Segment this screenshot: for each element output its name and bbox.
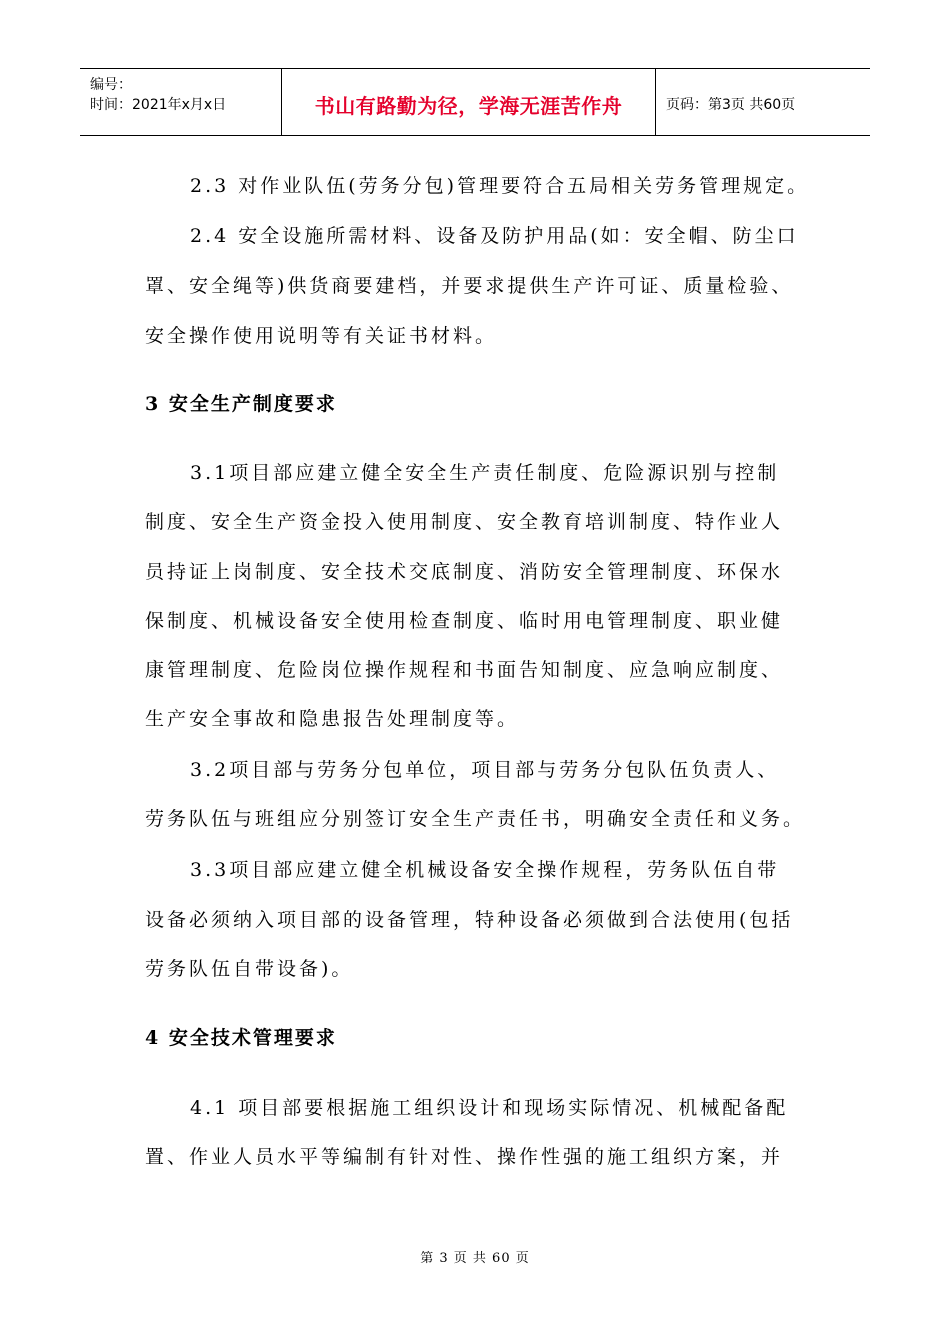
paragraph-line: 设备必须纳入项目部的设备管理，特种设备必须做到合法使用(包括 <box>145 909 794 931</box>
header-table <box>80 68 870 136</box>
paragraph-line: 康管理制度、危险岗位操作规程和书面告知制度、应急响应制度、 <box>145 659 784 681</box>
header-meta-cell <box>80 69 282 135</box>
header-motto: 书山有路勤为径，学海无涯苦作舟 <box>314 93 623 118</box>
section-heading: 3 安全生产制度要求 <box>145 393 337 415</box>
paragraph-line: 置、作业人员水平等编制有针对性、操作性强的施工组织方案，并 <box>145 1146 784 1168</box>
paragraph-line: 3.3项目部应建立健全机械设备安全操作规程，劳务队伍自带 <box>190 859 780 881</box>
header-page-info: 页码：第3页 共60页 <box>666 97 796 113</box>
paragraph-line: 制度、安全生产资金投入使用制度、安全教育培训制度、特作业人 <box>145 511 784 533</box>
paragraph-line: 3.2项目部与劳务分包单位，项目部与劳务分包队伍负责人、 <box>190 759 780 781</box>
section-heading: 4 安全技术管理要求 <box>145 1027 337 1049</box>
paragraph-line: 劳务队伍与班组应分别签订安全生产责任书，明确安全责任和义务。 <box>145 808 806 830</box>
document-number-label: 编号： <box>90 77 132 93</box>
paragraph-line: 安全操作使用说明等有关证书材料。 <box>145 325 498 347</box>
paragraph-line: 保制度、机械设备安全使用检查制度、临时用电管理制度、职业健 <box>145 610 784 632</box>
page-footer: 第 3 页 共 60 页 <box>420 1251 530 1266</box>
paragraph-line: 4.1 项目部要根据施工组织设计和现场实际情况、机械配备配 <box>190 1097 789 1119</box>
header-page-cell <box>656 69 870 135</box>
paragraph-line: 3.1项目部应建立健全安全生产责任制度、危险源识别与控制 <box>190 462 780 484</box>
document-time-label: 时间：2021年x月x日 <box>90 97 227 113</box>
paragraph-line: 员持证上岗制度、安全技术交底制度、消防安全管理制度、环保水 <box>145 561 784 583</box>
paragraph-line: 2.3 对作业队伍(劳务分包)管理要符合五局相关劳务管理规定。 <box>190 175 810 197</box>
paragraph-line: 罩、安全绳等)供货商要建档，并要求提供生产许可证、质量检验、 <box>145 275 794 297</box>
paragraph-line: 2.4 安全设施所需材料、设备及防护用品(如：安全帽、防尘口 <box>190 225 799 247</box>
paragraph-line: 劳务队伍自带设备)。 <box>145 958 354 980</box>
header-motto-cell <box>282 69 656 135</box>
paragraph-line: 生产安全事故和隐患报告处理制度等。 <box>145 708 520 730</box>
